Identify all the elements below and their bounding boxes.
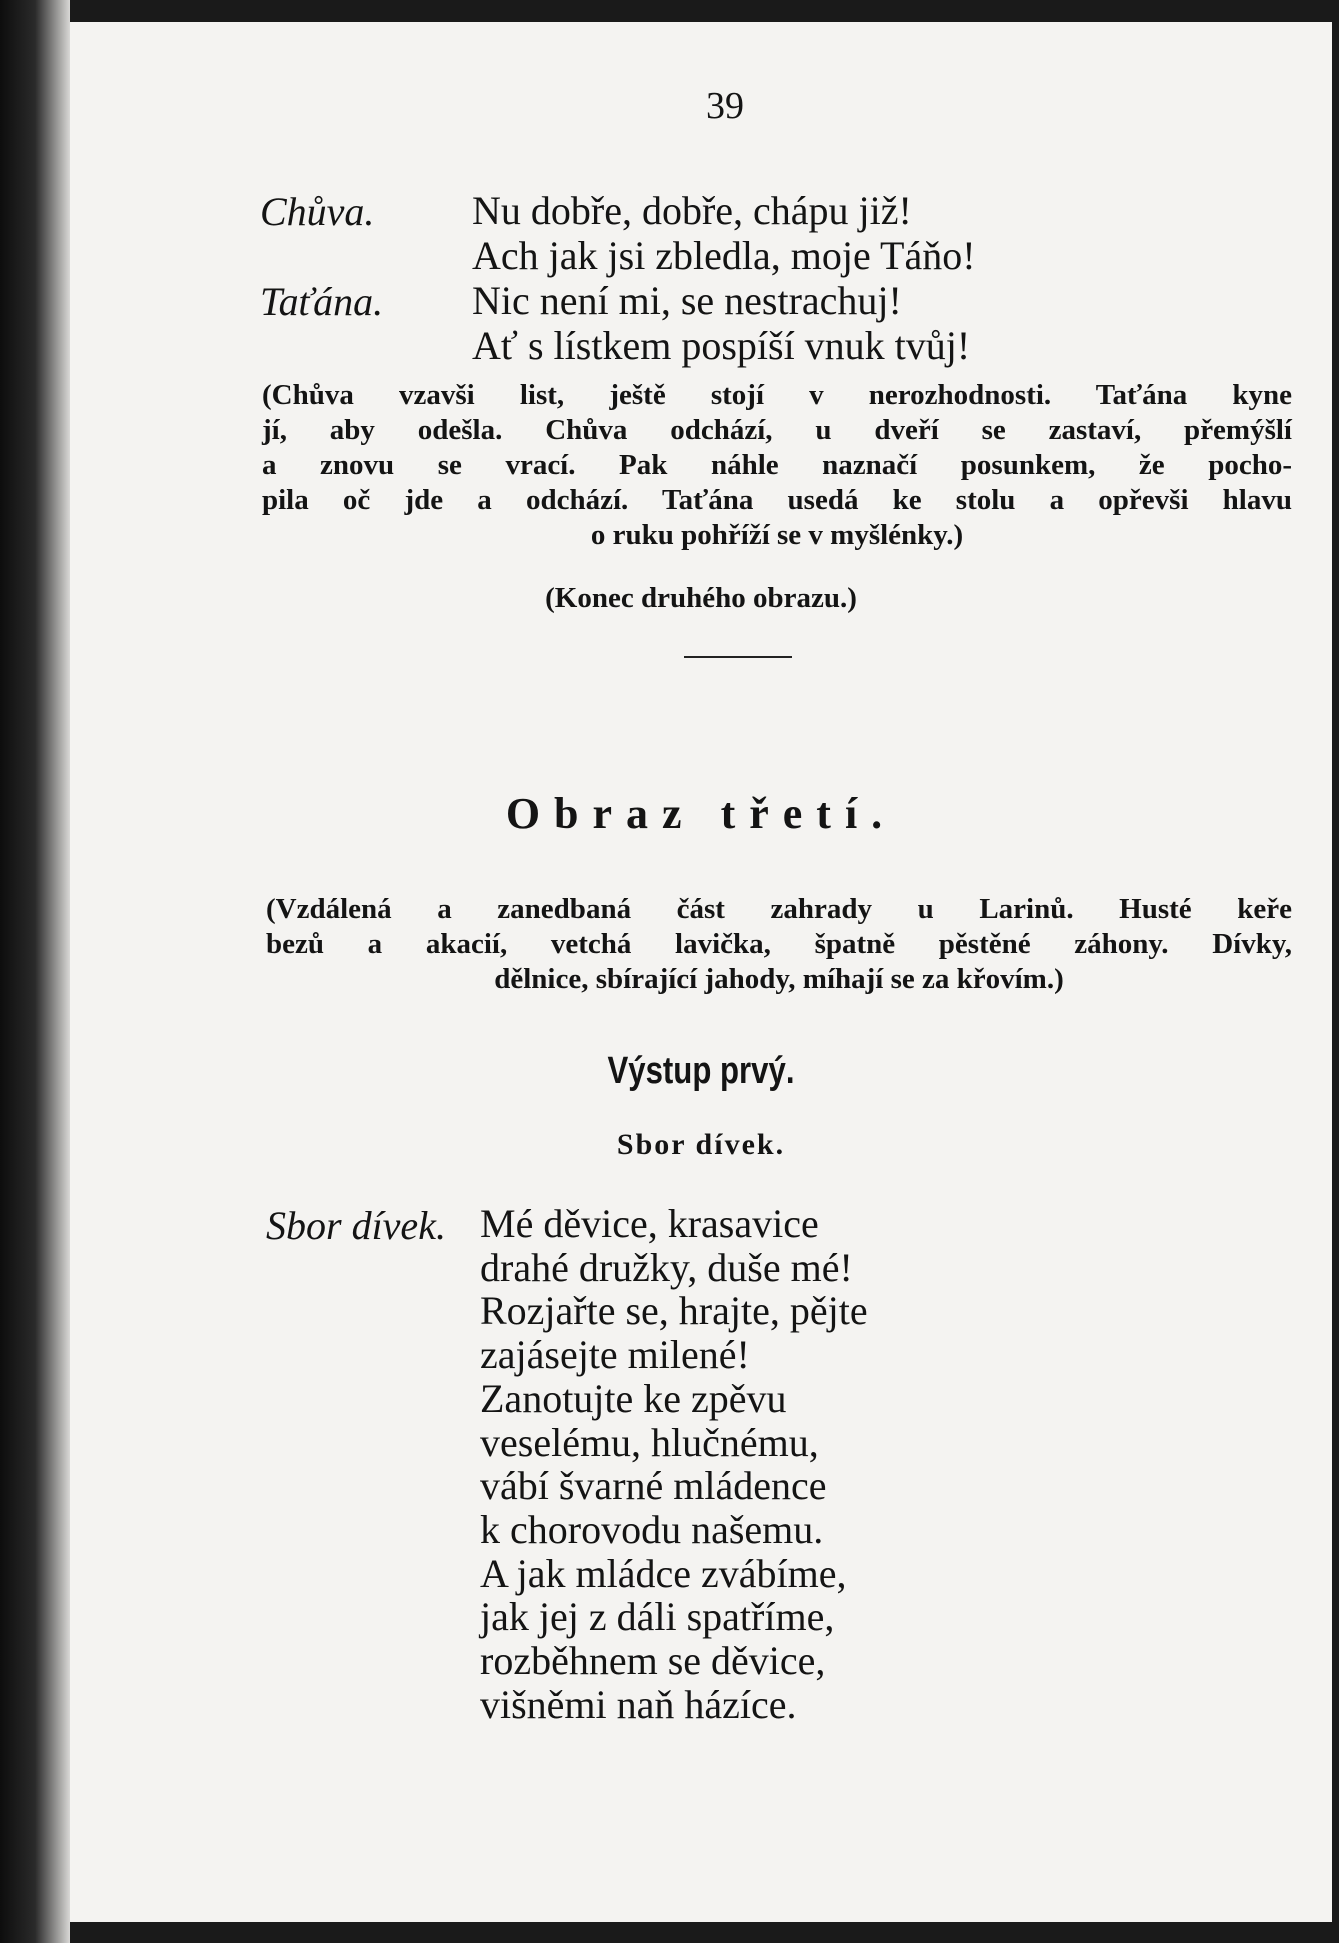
verse-line: Zanotujte ke zpěvu <box>480 1375 787 1421</box>
stage-line: (Chůva vzavši list, ještě stojí v nerozhodnosti. Taťána kyne <box>262 379 1292 411</box>
verse-line: Rozjařte se, hrajte, pějte <box>480 1288 868 1334</box>
speaker-tatana: Taťána. <box>260 279 384 324</box>
stage-line: a znovu se vrací. Pak náhle naznačí posunkem, že pocho- <box>262 449 1292 481</box>
verse-line: višněmi naň házíce. <box>480 1681 797 1727</box>
stage-direction-1 <box>262 378 1292 553</box>
verse-line: jak jej z dáli spatříme, <box>480 1594 835 1640</box>
verse-line: Ach jak jsi zbledla, moje Táňo! <box>472 233 976 278</box>
verse-line: Nic není mi, se nestrachuj! <box>472 278 902 323</box>
verse-line: Mé děvice, krasavice <box>480 1201 819 1246</box>
stage-line: (Vzdálená a zanedbaná část zahrady u Larinů. Husté keře <box>266 893 1292 925</box>
stage-line: o ruku pohříží se v myšlénky.) <box>590 519 964 551</box>
page-number: 39 <box>706 85 744 127</box>
section-divider <box>684 656 792 658</box>
cast-list: Sbor dívek. <box>616 1128 786 1161</box>
verse-line: rozběhnem se děvice, <box>480 1638 826 1684</box>
scene-heading: Výstup prvý. <box>607 1050 795 1092</box>
verse-line: drahé družky, duše mé! <box>480 1244 853 1290</box>
stage-direction-2 <box>266 892 1292 997</box>
end-of-scene-note: (Konec druhého obrazu.) <box>545 582 857 614</box>
speaker-chuva: Chůva. <box>260 189 375 234</box>
book-page <box>70 22 1332 1922</box>
stage-line: dělnice, sbírající jahody, míhají se za křovím.) <box>494 963 1064 995</box>
stage-line: bezů a akacií, vetchá lavička, špatně pěstěné záhony. Dívky, <box>266 928 1292 960</box>
verse-line: k chorovodu našemu. <box>480 1506 824 1552</box>
verse-line: zajásejte milené! <box>480 1332 750 1378</box>
verse-line: Nu dobře, dobře, chápu již! <box>472 188 912 233</box>
speaker-sbor-divek: Sbor dívek. <box>266 1203 446 1248</box>
book-gutter <box>0 0 70 1943</box>
verse-line: vábí švarné mládence <box>480 1463 827 1509</box>
dialogue-lines-chuva <box>472 188 976 278</box>
chorus-verse <box>480 1202 868 1726</box>
stage-line: pila oč jde a odchází. Taťána usedá ke stolu a opřevši hlavu <box>262 484 1292 516</box>
act-title: Obraz třetí. <box>505 789 897 838</box>
verse-line: Ať s lístkem pospíší vnuk tvůj! <box>472 323 971 368</box>
verse-line: A jak mládce zvábíme, <box>480 1550 847 1596</box>
dialogue-lines-tatana <box>472 278 970 368</box>
stage-line: jí, aby odešla. Chůva odchází, u dveří se zastaví, přemýšlí <box>262 414 1292 446</box>
verse-line: veselému, hlučnému, <box>480 1419 819 1465</box>
